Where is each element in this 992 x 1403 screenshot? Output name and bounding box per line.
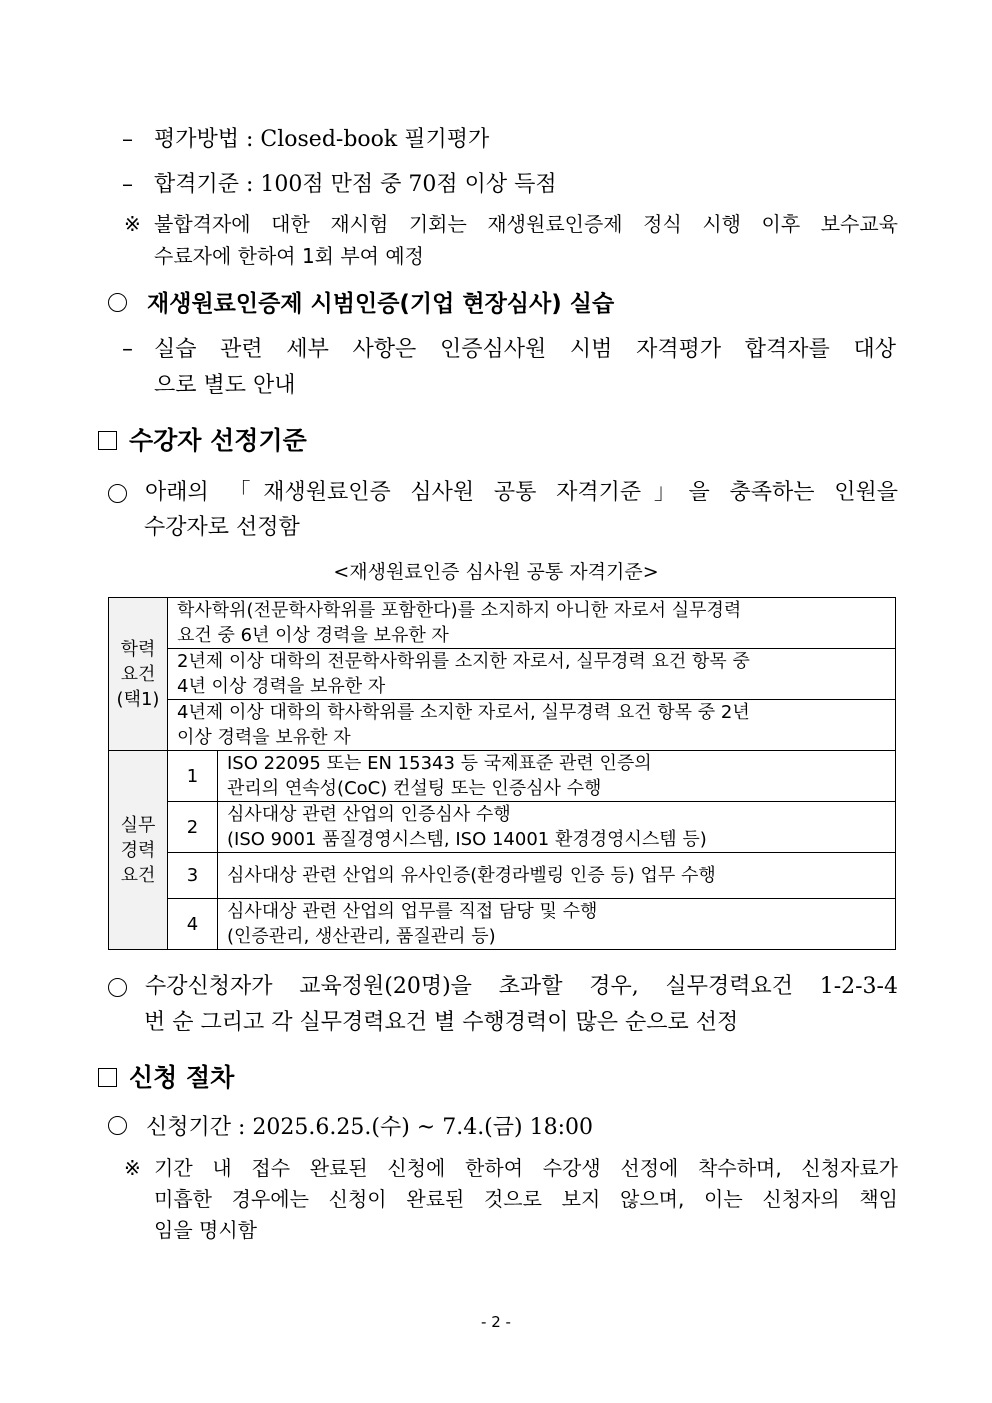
label-line: 실무: [120, 814, 156, 836]
experience-row-1: [218, 751, 896, 802]
selection-intro-line1: 아래의 「재생원료인증 심사원 공통 자격기준」을 충족하는 인원을: [145, 480, 898, 505]
experience-requirement-label: [109, 751, 168, 950]
cell-line: 요건 중 6년 이상 경력을 보유한 자: [177, 625, 449, 646]
label-line: 학력: [120, 638, 156, 660]
circle-bullet-icon: [108, 978, 127, 997]
selection-intro-line2: 수강자로 선정함: [144, 515, 300, 540]
application-note-line2: 미흡한 경우에는 신청이 완료된 것으로 보지 않으며, 이는 신청자의 책임: [154, 1187, 898, 1211]
label-line: (택1): [116, 688, 160, 710]
dash-bullet: –: [122, 337, 133, 362]
application-note-line3: 임을 명시함: [154, 1218, 257, 1242]
application-heading: [98, 1061, 234, 1095]
selection-heading: [98, 424, 307, 458]
reference-mark: ※: [124, 212, 141, 236]
cell-line: 2년제 이상 대학의 전문학사학위를 소지한 자로서, 실무경력 요건 항목 중: [177, 651, 750, 672]
page-number: - 2 -: [481, 1313, 511, 1331]
experience-row-3: [218, 853, 896, 899]
application-note-line1: 기간 내 접수 완료된 신청에 한하여 수강생 선정에 착수하며, 신청자료가: [154, 1156, 898, 1180]
evaluation-method: [122, 125, 902, 155]
application-period: [108, 1113, 593, 1143]
reference-mark: ※: [124, 1156, 141, 1180]
circle-bullet-icon: [108, 484, 127, 503]
experience-row-4: [218, 899, 896, 950]
cell-line: 4년 이상 경력을 보유한 자: [177, 676, 386, 697]
table-row: [109, 649, 896, 700]
cell-line: 관리의 연속성(CoC) 컨설팅 또는 인증심사 수행: [227, 778, 602, 799]
application-heading-text: 신청 절차: [129, 1063, 235, 1092]
table-row: [109, 853, 896, 899]
table-row: [109, 899, 896, 950]
experience-number: 1: [168, 751, 218, 802]
experience-number: 4: [168, 899, 218, 950]
circle-bullet-icon: [108, 1116, 127, 1135]
overflow-rule-line1: 수강신청자가 교육정원(20명)을 초과할 경우, 실무경력요건 1-2-3-4: [145, 974, 898, 999]
practice-detail: [122, 335, 896, 365]
academic-requirement-label: [109, 598, 168, 751]
practice-title: [108, 288, 614, 320]
overflow-rule: [108, 972, 898, 1002]
evaluation-method-text: 평가방법 : Closed-book 필기평가: [154, 127, 490, 152]
dash-bullet: –: [122, 172, 133, 197]
cell-line: 이상 경력을 보유한 자: [177, 727, 351, 748]
label-line: 요건: [120, 864, 156, 886]
practice-title-text: 재생원료인증제 시범인증(기업 현장심사) 실습: [147, 291, 615, 317]
pass-criteria: [122, 170, 902, 200]
dash-bullet: –: [122, 127, 133, 152]
pass-criteria-text: 합격기준 : 100점 만점 중 70점 이상 득점: [154, 172, 557, 197]
circle-bullet-icon: [108, 293, 127, 312]
retest-note-line1: 불합격자에 대한 재시험 기회는 재생원료인증제 정식 시행 이후 보수교육: [154, 212, 898, 236]
table-row: [109, 802, 896, 853]
academic-row-1: [168, 598, 896, 649]
cell-line: (ISO 9001 품질경영시스템, ISO 14001 환경경영시스템 등): [227, 829, 707, 850]
cell-line: 심사대상 관련 산업의 인증심사 수행: [227, 804, 511, 825]
selection-intro: [108, 478, 898, 508]
practice-detail-line1: 실습 관련 세부 사항은 인증심사원 시범 자격평가 합격자를 대상: [154, 337, 896, 362]
academic-row-2: [168, 649, 896, 700]
retest-note: [124, 209, 898, 239]
cell-line: 심사대상 관련 산업의 업무를 직접 담당 및 수행: [227, 901, 598, 922]
application-period-text: 신청기간 : 2025.6.25.(수) ~ 7.4.(금) 18:00: [146, 1115, 593, 1140]
label-line: 경력: [120, 839, 156, 861]
experience-number: 3: [168, 853, 218, 899]
table-row: [109, 700, 896, 751]
retest-note-line2: 수료자에 한하여 1회 부여 예정: [154, 244, 424, 268]
qualification-criteria-table: [108, 597, 896, 950]
practice-detail-line2: 으로 별도 안내: [154, 373, 296, 398]
square-bullet-icon: [98, 431, 117, 450]
experience-row-2: [218, 802, 896, 853]
label-line: 요건: [120, 663, 156, 685]
cell-line: ISO 22095 또는 EN 15343 등 국제표준 관련 인증의: [227, 753, 652, 774]
cell-line: 학사학위(전문학사학위를 포함한다)를 소지하지 아니한 자로서 실무경력: [177, 600, 742, 621]
table-row: [109, 598, 896, 649]
application-note: [124, 1153, 898, 1183]
square-bullet-icon: [98, 1068, 117, 1087]
cell-line: (인증관리, 생산관리, 품질관리 등): [227, 926, 496, 947]
table-row: [109, 751, 896, 802]
academic-row-3: [168, 700, 896, 751]
overflow-rule-line2: 번 순 그리고 각 실무경력요건 별 수행경력이 많은 순으로 선정: [144, 1010, 739, 1035]
cell-line: 4년제 이상 대학의 학사학위를 소지한 자로서, 실무경력 요건 항목 중 2년: [177, 702, 750, 723]
table-caption: <재생원료인증 심사원 공통 자격기준>: [333, 561, 659, 583]
selection-heading-text: 수강자 선정기준: [129, 426, 307, 455]
experience-number: 2: [168, 802, 218, 853]
cell-line: 심사대상 관련 산업의 유사인증(환경라벨링 인증 등) 업무 수행: [227, 865, 716, 886]
